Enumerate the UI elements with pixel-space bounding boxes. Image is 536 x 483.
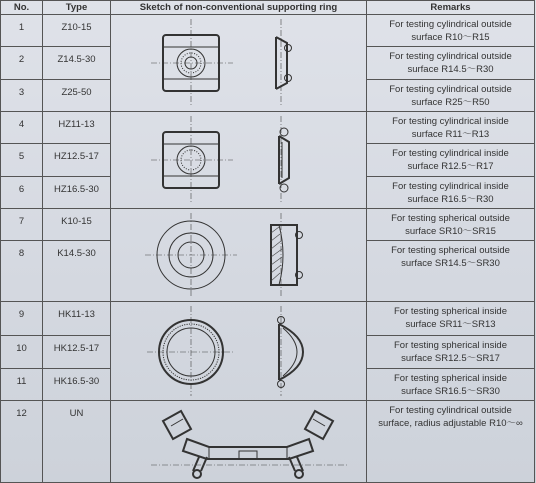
table-row [1, 209, 535, 241]
un-adjustable-drawing [111, 401, 367, 481]
row-remarks: For testing cylindrical inside surface R16.5～R30 [367, 176, 535, 208]
row-no: 10 [1, 336, 43, 368]
row-no: 5 [1, 144, 43, 176]
row-no: 6 [1, 176, 43, 208]
row-type: HK16.5-30 [43, 368, 111, 400]
row-type: Z25-50 [43, 79, 111, 111]
row-type: K10-15 [43, 209, 111, 241]
row-type: HK12.5-17 [43, 336, 111, 368]
table-row [1, 401, 535, 483]
row-type: Z14.5-30 [43, 47, 111, 79]
header-type: Type [43, 1, 111, 15]
row-no: 7 [1, 209, 43, 241]
header-sketch: Sketch of non-conventional supporting ring [111, 1, 367, 15]
sketch-hk-ring [111, 302, 367, 401]
row-type: HZ11-13 [43, 112, 111, 144]
row-type: HZ12.5-17 [43, 144, 111, 176]
row-no: 11 [1, 368, 43, 400]
sketch-un-adjustable [111, 401, 367, 483]
row-type: HZ16.5-30 [43, 176, 111, 208]
sketch-z-ring [111, 15, 367, 112]
hk-ring-drawing [111, 302, 367, 400]
table-row [1, 302, 535, 336]
row-no: 8 [1, 241, 43, 302]
row-type: HK11-13 [43, 302, 111, 336]
table-row [1, 15, 535, 47]
hz-ring-drawing [111, 112, 367, 208]
row-no: 4 [1, 112, 43, 144]
row-remarks: For testing spherical inside surface SR16.5～SR30 [367, 368, 535, 400]
row-type: UN [43, 401, 111, 483]
row-remarks: For testing cylindrical inside surface R12.5～R17 [367, 144, 535, 176]
row-remarks: For testing spherical inside surface SR12.5～SR17 [367, 336, 535, 368]
row-no: 12 [1, 401, 43, 483]
row-remarks: For testing cylindrical outside surface R25～R50 [367, 79, 535, 111]
row-remarks: For testing spherical inside surface SR11～SR13 [367, 302, 535, 336]
sketch-k-ring [111, 209, 367, 302]
row-remarks: For testing cylindrical inside surface R11～R13 [367, 112, 535, 144]
header-remarks: Remarks [367, 1, 535, 15]
z-ring-drawing [111, 15, 367, 111]
row-remarks: For testing cylindrical outside surface, radius adjustable R10～∞ [367, 401, 535, 483]
k-ring-drawing [111, 209, 367, 301]
sketch-hz-ring [111, 112, 367, 209]
row-type: K14.5-30 [43, 241, 111, 302]
row-no: 1 [1, 15, 43, 47]
header-row [1, 1, 535, 15]
row-no: 9 [1, 302, 43, 336]
row-no: 2 [1, 47, 43, 79]
header-no: No. [1, 1, 43, 15]
row-remarks: For testing spherical outside surface SR10～SR15 [367, 209, 535, 241]
table-row [1, 112, 535, 144]
row-no: 3 [1, 79, 43, 111]
row-remarks: For testing cylindrical outside surface R14.5～R30 [367, 47, 535, 79]
row-remarks: For testing cylindrical outside surface R10～R15 [367, 15, 535, 47]
row-type: Z10-15 [43, 15, 111, 47]
row-remarks: For testing spherical outside surface SR14.5～SR30 [367, 241, 535, 302]
